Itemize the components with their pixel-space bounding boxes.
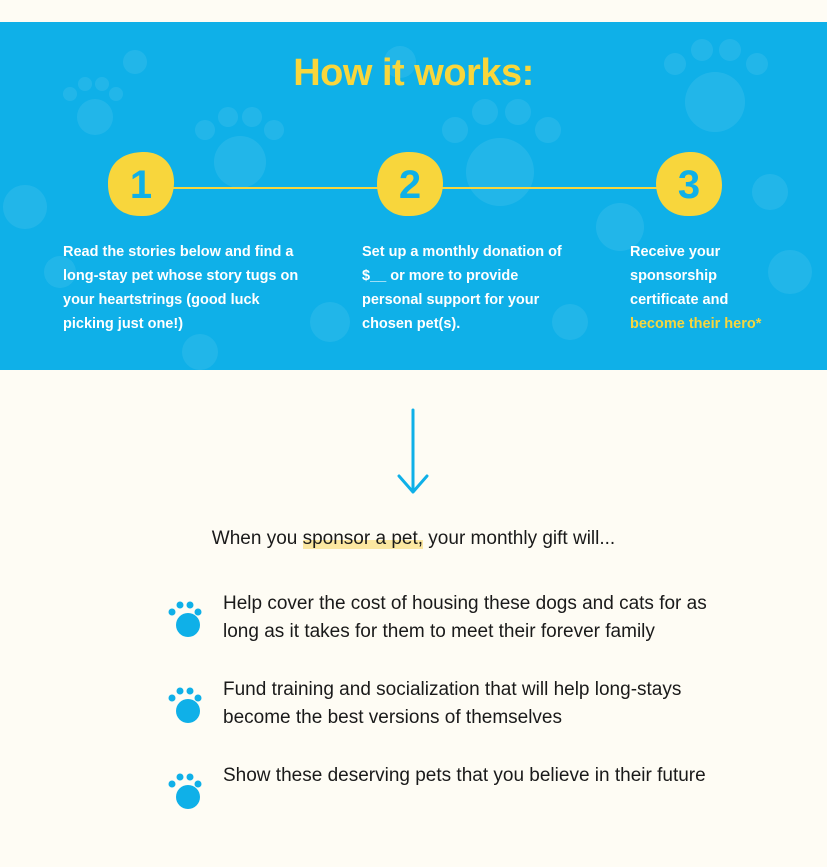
benefit-text: Fund training and socialization that will help long-stays become the best versions of themselves <box>223 679 682 728</box>
intro-text-start: When you <box>211 528 303 549</box>
down-arrow-icon <box>396 408 430 498</box>
step-number: 1 <box>129 163 153 207</box>
step-3-text: Receive your sponsorship certificate and <box>630 244 729 308</box>
step-1-description: Read the stories below and find a long-stay pet whose story tugs on your heartstrings (good luck picking just one!) <box>63 244 299 332</box>
paw-icon <box>168 772 204 812</box>
paw-icon <box>168 686 204 726</box>
benefit-text: Show these deserving pets that you believe in their future <box>223 765 706 786</box>
sponsor-a-pet-highlight: sponsor a pet, <box>302 528 424 549</box>
paw-icon <box>168 600 204 640</box>
step-1-badge <box>106 150 176 218</box>
sponsor-intro-text <box>0 528 827 550</box>
step-number: 3 <box>677 163 701 207</box>
how-it-works-title: How it works: <box>293 52 534 94</box>
step-2-description: Set up a monthly donation of $__ or more to provide personal support for your chosen pet(s). <box>362 244 562 332</box>
step-number: 2 <box>398 163 422 207</box>
step-connector-line <box>170 187 380 189</box>
how-it-works-panel <box>0 22 827 370</box>
become-their-hero-highlight: become their hero* <box>630 316 762 332</box>
step-connector-line <box>440 187 658 189</box>
step-2-badge <box>375 150 445 218</box>
intro-text-end: your monthly gift will... <box>423 528 616 549</box>
step-3-description <box>630 240 780 336</box>
step-3-badge <box>654 150 724 218</box>
benefit-text: Help cover the cost of housing these dogs and cats for as long as it takes for them to meet their forever family <box>223 593 707 642</box>
